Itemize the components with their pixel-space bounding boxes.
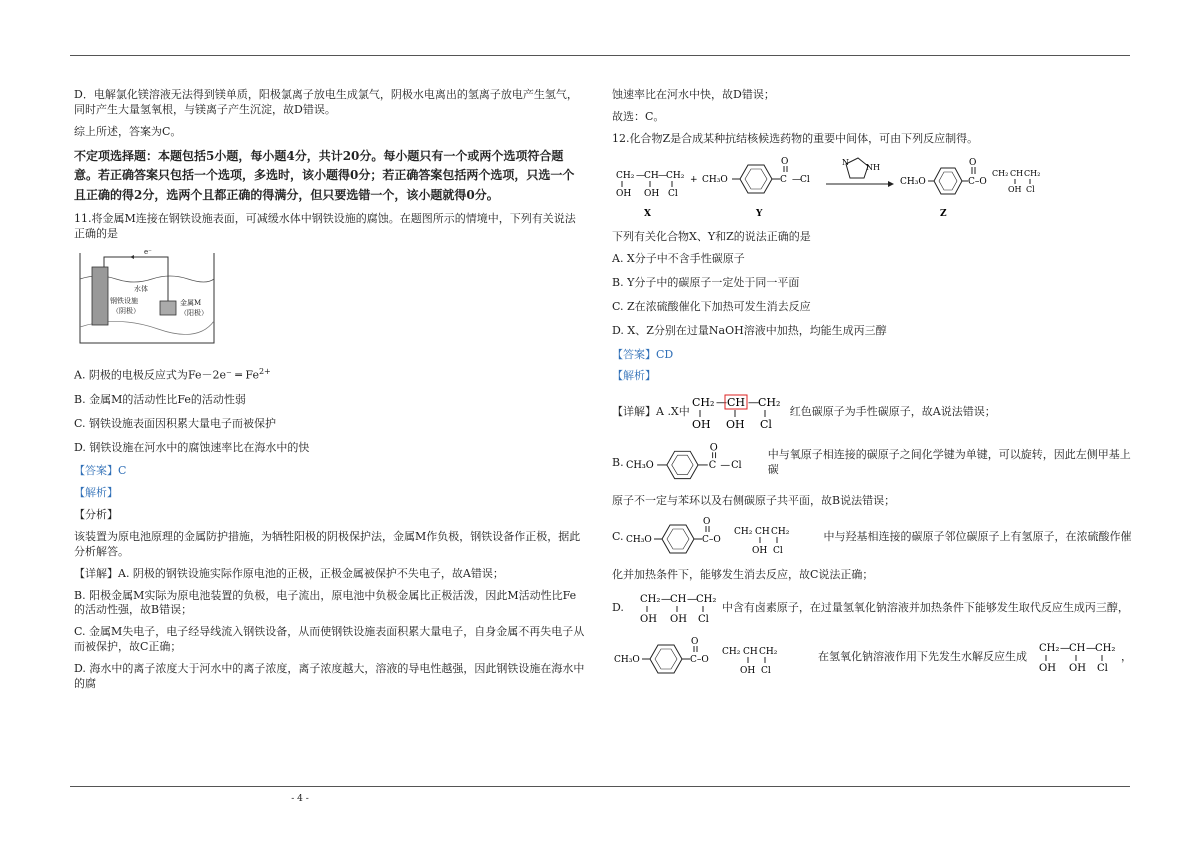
imidazole-ring (846, 158, 868, 178)
water-label: 水体 (134, 284, 148, 293)
x-ch2-b: CH₂ (666, 170, 685, 181)
z-ch: CH (1010, 168, 1024, 178)
z-structure-c (624, 516, 824, 558)
section-header: 不定项选择题：本题包括5小题，每小题4分，共计20分。每小题只有一个或两个选项符合题意。若正确答案只包括一个选项，多选时，该小题得0分；若正确答案包括两个选项，只选一个且正确的得2分，选两个且都正确的得满分，但只要选错一个，该小题就得0分。 (74, 148, 575, 203)
x-dash-1: — (636, 170, 645, 181)
yb-o: O (709, 442, 718, 454)
zc-ch2-b: CH₂ (770, 527, 789, 538)
q11-option-c: C. 钢铁设施表面因积累大量电子而被保护 (74, 416, 277, 430)
q12-detail-b-cont: 原子不一定与苯环以及右侧碳原子共平面，故B说法错误； (612, 494, 896, 508)
q12-detail-b-prefix: B. (612, 455, 624, 469)
gl-oh-2: OH (1069, 662, 1086, 674)
q12-detail-a-suffix: 红色碳原子为手性碳原子，故A说法错误； (789, 404, 996, 418)
x-oh-1: OH (616, 188, 632, 199)
z-o: O (969, 157, 977, 168)
q11-analysis-tag: 【解析】 (74, 486, 118, 500)
q12-detail-d-suffix: 中含有卤素原子，在过量氢氧化钠溶液并加热条件下能够发生取代反应生成丙三醇， (721, 600, 1129, 614)
zc-coo: C–O (701, 535, 721, 546)
gl-dash-2: — (1086, 642, 1096, 654)
question-12: 12.化合物Z是合成某种抗结核候选药物的重要中间体，可由下列反应制得。 (612, 131, 979, 145)
question-11: 11.将金属M连接在钢铁设施表面，可减缓水体中钢铁设施的腐蚀。在题图所示的情境中，下列有关说法正确的是 (74, 211, 576, 240)
z-ch2-a: CH₂ (992, 168, 1009, 178)
reaction-scheme (612, 154, 1132, 227)
q11-fenxi-text: 该装置为原电池原理的金属防护措施，为牺牲阳极的阴极保护法，金属M作负极，钢铁设备作正极，据此分析解答。 (74, 530, 581, 558)
zd-benzene-inner (655, 649, 677, 669)
q12-option-d: D. X、Z分别在过量NaOH溶液中加热，均能生成丙三醇 (612, 323, 887, 337)
page-number: - 4 - (291, 794, 309, 804)
q11-option-a-formula: Fe－2e⁻ ═ Fe (187, 369, 259, 383)
xd-dash-2: — (686, 593, 697, 605)
q11-option-b: B. 金属M的活动性比Fe的活动性弱 (74, 392, 246, 406)
xd-cl: Cl (697, 613, 709, 625)
gl-ch2-2: CH₂ (1095, 642, 1116, 654)
yb-benzene-inner (671, 455, 692, 474)
xa-dash-2: — (747, 396, 759, 410)
yb-cl: Cl (730, 460, 742, 472)
q12-detail-c-suffix: 中与羟基相连接的碳原子邻位碳原子上有氢原子，在浓硫酸作催 (823, 529, 1132, 543)
y-cl: Cl (800, 174, 810, 185)
q11-detail-d: D. 海水中的离子浓度大于河水中的离子浓度，离子浓度越大，溶液的导电性越强，因此钢铁设施在海水中的腐 (74, 661, 585, 690)
zd-cl: Cl (761, 665, 771, 676)
q11-detail-c: C. 金属M失电子，电子经导线流入钢铁设备，从而使钢铁设施表面积累大量电子，自身金属不再失电子从而被保护，故C正确； (74, 625, 585, 654)
x-dash-2: — (658, 170, 667, 181)
xd-oh-2: OH (669, 613, 687, 625)
xd-ch2-2: CH₂ (695, 593, 717, 605)
zc-ch: CH (754, 527, 770, 538)
q12-detail-c (612, 516, 1132, 558)
left-p2: 综上所述，答案为C。 (74, 124, 182, 138)
q12-detail-d (612, 590, 1132, 626)
reaction-svg (612, 154, 1042, 222)
right-p2: 故选：C。 (612, 109, 665, 123)
q12-option-b: B. Y分子中的碳原子一定处于同一平面 (612, 276, 800, 290)
x-ch: CH (644, 170, 659, 181)
gl-dash-1: — (1060, 642, 1070, 654)
xa-ch2-1: CH₂ (691, 396, 715, 410)
label-x: X (644, 208, 651, 219)
z-benzene-inner (939, 172, 957, 190)
metal-label-2: （阳极） (180, 308, 208, 317)
metal-label-1: 金属M (180, 298, 202, 307)
y-o: O (781, 156, 789, 167)
y-benzene-inner (745, 169, 767, 189)
top-rule (70, 55, 1130, 56)
imidazole-n: N (842, 157, 849, 167)
zd-o: O (691, 636, 699, 647)
q12-detail-b (612, 442, 1132, 484)
y-structure-b (624, 442, 768, 484)
zd-ch2-a: CH₂ (722, 646, 741, 657)
zc-cl: Cl (772, 546, 783, 557)
q12-detail-d-end: ， (1121, 649, 1132, 663)
q11-option-a (74, 367, 586, 384)
imidazole-nh: NH (866, 162, 880, 172)
x-structure-d (638, 590, 722, 626)
z-ch2-b: CH₂ (1024, 168, 1041, 178)
steel-label-2: （阴极） (112, 306, 140, 315)
zd-ch2-b: CH₂ (759, 646, 778, 657)
xa-ch2-2: CH₂ (757, 396, 781, 410)
q12-option-c: C. Z在浓硫酸催化下加热可发生消去反应 (612, 299, 811, 313)
x-structure-a (690, 392, 790, 432)
z-oh: OH (1008, 184, 1022, 194)
electron-label: e⁻ (144, 248, 152, 256)
q11-detail-a: 【详解】A. 阴极的钢铁设施实际作原电池的正极，正极金属被保护不失电子，故A错误； (74, 566, 504, 580)
gl-ch2-1: CH₂ (1039, 642, 1060, 654)
xd-ch2-1: CH₂ (639, 593, 661, 605)
left-column (74, 88, 586, 699)
q11-fenxi-tag: 【分析】 (74, 508, 118, 522)
bottom-rule (70, 786, 1130, 787)
xa-oh-2: OH (725, 418, 745, 432)
xd-dash-1: — (660, 593, 671, 605)
yb-ch3o: CH₃O (625, 460, 654, 472)
q11-option-a-charge: 2+ (258, 367, 271, 377)
zd-oh: OH (740, 665, 756, 676)
xa-dash-1: — (715, 396, 727, 410)
cell-diagram-svg (78, 249, 218, 349)
zc-ch2-a: CH₂ (733, 527, 752, 538)
y-ch3o: CH₃O (702, 174, 728, 185)
x-oh-2: OH (644, 188, 660, 199)
steel-label-1: 钢铁设施 (110, 296, 138, 305)
q12-detail-d-prefix: D. (612, 600, 624, 614)
zd-ch3o: CH₃O (614, 654, 640, 665)
q11-option-d: D. 钢铁设施在河水中的腐蚀速率比在海水中的快 (74, 440, 310, 454)
q11-detail-b: B. 阳极金属M实际为原电池装置的负极，电子流出，原电池中负极金属比正极活泼，因此M活动性比Fe的活动性强，故B错误； (74, 588, 577, 617)
xd-ch: CH (669, 593, 687, 605)
label-y: Y (756, 208, 763, 219)
right-p1: 蚀速率比在河水中快，故D错误； (612, 88, 775, 101)
zc-ch3o: CH₃O (625, 535, 652, 546)
x-ch2-a: CH₂ (616, 170, 635, 181)
yb-dash: — (720, 460, 730, 472)
gl-oh-1: OH (1039, 662, 1056, 674)
label-z: Z (940, 208, 947, 219)
yb-c: C (708, 460, 716, 472)
xd-oh-1: OH (639, 613, 657, 625)
xa-cl: Cl (759, 418, 772, 432)
y-c: C (780, 174, 787, 185)
q12-detail-a (612, 392, 1132, 432)
q12-detail-d-mid: 在氢氧化钠溶液作用下先发生水解反应生成 (818, 649, 1027, 663)
zc-o: O (702, 517, 710, 528)
q12-detail-d-2 (612, 636, 1132, 678)
z-structure-d (612, 636, 808, 678)
q12-detail-c-cont: 化并加热条件下，能够发生消去反应，故C说法正确； (612, 568, 874, 582)
q12-detail-b-suffix: 中与氧原子相连接的碳原子之间化学键为单键，可以旋转，因此左侧甲基上碳 (767, 448, 1131, 477)
left-p1: D．电解氯化镁溶液无法得到镁单质，阳极氯离子放电生成氯气，阴极水电离出的氢离子放电产生氢气，同时产生大量氢氧根，与镁离子产生沉淀，故D错误。 (74, 88, 578, 116)
glycerol-structure (1037, 639, 1121, 675)
corrosion-diagram (78, 249, 586, 354)
z-cl: Cl (1026, 184, 1035, 194)
zd-coo: C–O (690, 654, 709, 665)
zc-benzene-inner (667, 529, 689, 549)
zc-oh: OH (751, 546, 767, 557)
q12-detail-c-prefix: C. (612, 529, 624, 543)
zd-ch: CH (743, 646, 758, 657)
q12-stem: 下列有关化合物X、Y和Z的说法正确的是 (612, 230, 811, 244)
gl-ch: CH (1069, 642, 1086, 654)
xa-ch: CH (726, 396, 745, 410)
x-cl: Cl (668, 188, 678, 199)
q11-answer: 【答案】C (74, 464, 127, 478)
xa-oh-1: OH (691, 418, 711, 432)
q11-option-a-text: A. 阴极的电极反应式为 (74, 369, 188, 383)
q12-option-a: A. X分子中不含手性碳原子 (612, 252, 745, 266)
z-coo: C–O (968, 176, 987, 187)
q12-analysis-tag: 【解析】 (612, 369, 656, 383)
q12-detail-a-prefix: 【详解】A .X中 (612, 404, 690, 418)
z-ch3o: CH₃O (900, 176, 926, 187)
gl-cl: Cl (1097, 662, 1108, 674)
q12-answer: 【答案】CD (612, 347, 674, 361)
y-dash: — (792, 174, 801, 185)
reaction-arrowhead (888, 181, 894, 187)
right-column (612, 88, 1132, 688)
plus-sign: + (690, 174, 698, 185)
